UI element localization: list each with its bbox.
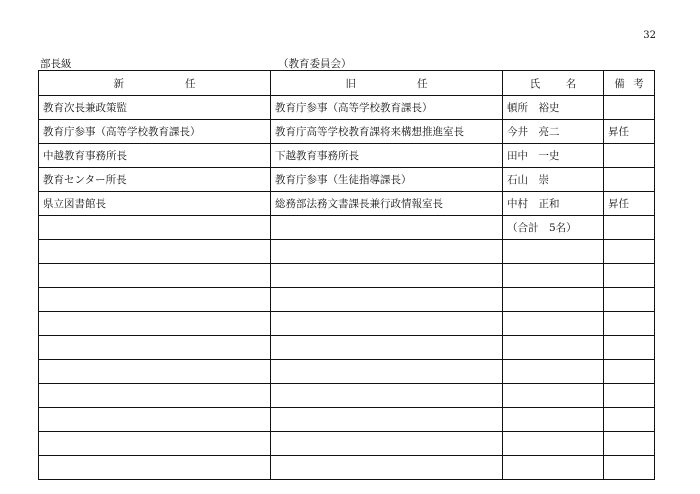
- cell-name: 中村 正和: [503, 192, 604, 216]
- cell-new-post: [39, 360, 271, 384]
- cell-new-post: [39, 408, 271, 432]
- cell-old-post: 教育庁参事（高等学校教育課長）: [271, 96, 503, 120]
- cell-old-post: [271, 240, 503, 264]
- cell-name: [503, 240, 604, 264]
- board-caption: （教育委員会）: [278, 58, 352, 70]
- cell-old-post: [271, 216, 503, 240]
- page-number: 32: [643, 30, 656, 41]
- cell-new-post: [39, 312, 271, 336]
- cell-note: [604, 96, 655, 120]
- cell-name: [503, 336, 604, 360]
- cell-old-post: [271, 312, 503, 336]
- table-row: [39, 288, 655, 312]
- cell-name: 今井 亮二: [503, 120, 604, 144]
- cell-name: [503, 360, 604, 384]
- cell-note: [604, 144, 655, 168]
- cell-name: 田中 一史: [503, 144, 604, 168]
- cell-note: [604, 216, 655, 240]
- cell-old-post: 教育庁高等学校教育課将来構想推進室長: [271, 120, 503, 144]
- cell-name: [503, 264, 604, 288]
- cell-note: 昇任: [604, 120, 655, 144]
- cell-note: [604, 240, 655, 264]
- table-row: [39, 312, 655, 336]
- header-new-a: 新: [113, 77, 124, 90]
- cell-old-post: 総務部法務文書課長兼行政情報室長: [271, 192, 503, 216]
- cell-name: [503, 408, 604, 432]
- cell-new-post: 教育庁参事（高等学校教育課長）: [39, 120, 271, 144]
- header-note: [604, 71, 655, 96]
- cell-name: [503, 384, 604, 408]
- cell-name: [503, 288, 604, 312]
- cell-new-post: [39, 264, 271, 288]
- cell-note: [604, 288, 655, 312]
- cell-new-post: [39, 456, 271, 480]
- table-row: [39, 384, 655, 408]
- table-row: [39, 432, 655, 456]
- cell-note: [604, 336, 655, 360]
- cell-note: [604, 312, 655, 336]
- cell-new-post: [39, 336, 271, 360]
- cell-note: [604, 384, 655, 408]
- cell-new-post: 中越教育事務所長: [39, 144, 271, 168]
- header-note-b: 考: [633, 77, 644, 90]
- header-old-post: [271, 71, 503, 96]
- cell-note: [604, 360, 655, 384]
- header-old-a: 旧: [345, 77, 356, 90]
- header-note-a: 備: [614, 77, 625, 90]
- cell-new-post: [39, 288, 271, 312]
- header-name: [503, 71, 604, 96]
- cell-new-post: 県立図書館長: [39, 192, 271, 216]
- cell-note: [604, 408, 655, 432]
- header-new-b: 任: [185, 77, 196, 90]
- cell-note: [604, 264, 655, 288]
- cell-note: [604, 456, 655, 480]
- cell-note: [604, 432, 655, 456]
- category-caption: 部長級: [40, 58, 72, 70]
- cell-old-post: [271, 456, 503, 480]
- table-row: [39, 96, 655, 120]
- header-name-a: 氏: [529, 77, 541, 90]
- cell-old-post: 下越教育事務所長: [271, 144, 503, 168]
- header-name-b: 名: [565, 77, 577, 90]
- cell-old-post: [271, 360, 503, 384]
- table-body: [39, 96, 655, 480]
- cell-old-post: [271, 432, 503, 456]
- cell-new-post: 教育センター所長: [39, 168, 271, 192]
- table-row: [39, 408, 655, 432]
- personnel-table: [38, 70, 655, 480]
- cell-new-post: [39, 384, 271, 408]
- cell-old-post: [271, 288, 503, 312]
- cell-old-post: [271, 408, 503, 432]
- cell-old-post: [271, 264, 503, 288]
- header-new-post: [39, 71, 271, 96]
- table-row: [39, 192, 655, 216]
- cell-new-post: [39, 216, 271, 240]
- table-row: [39, 168, 655, 192]
- table-row: [39, 336, 655, 360]
- cell-old-post: [271, 384, 503, 408]
- table-row: [39, 360, 655, 384]
- header-old-b: 任: [417, 77, 428, 90]
- table-row: [39, 240, 655, 264]
- cell-note: [604, 168, 655, 192]
- header-row: [39, 71, 655, 96]
- cell-old-post: 教育庁参事（生徒指導課長）: [271, 168, 503, 192]
- table-row: [39, 456, 655, 480]
- cell-name: （合計 5名）: [503, 216, 604, 240]
- table-row: [39, 216, 655, 240]
- cell-old-post: [271, 336, 503, 360]
- table-row: [39, 264, 655, 288]
- cell-name: 頓所 裕史: [503, 96, 604, 120]
- cell-name: [503, 432, 604, 456]
- cell-name: [503, 456, 604, 480]
- cell-new-post: [39, 432, 271, 456]
- cell-note: 昇任: [604, 192, 655, 216]
- cell-name: 石山 崇: [503, 168, 604, 192]
- cell-new-post: 教育次長兼政策監: [39, 96, 271, 120]
- cell-name: [503, 312, 604, 336]
- cell-new-post: [39, 240, 271, 264]
- table-row: [39, 144, 655, 168]
- table-row: [39, 120, 655, 144]
